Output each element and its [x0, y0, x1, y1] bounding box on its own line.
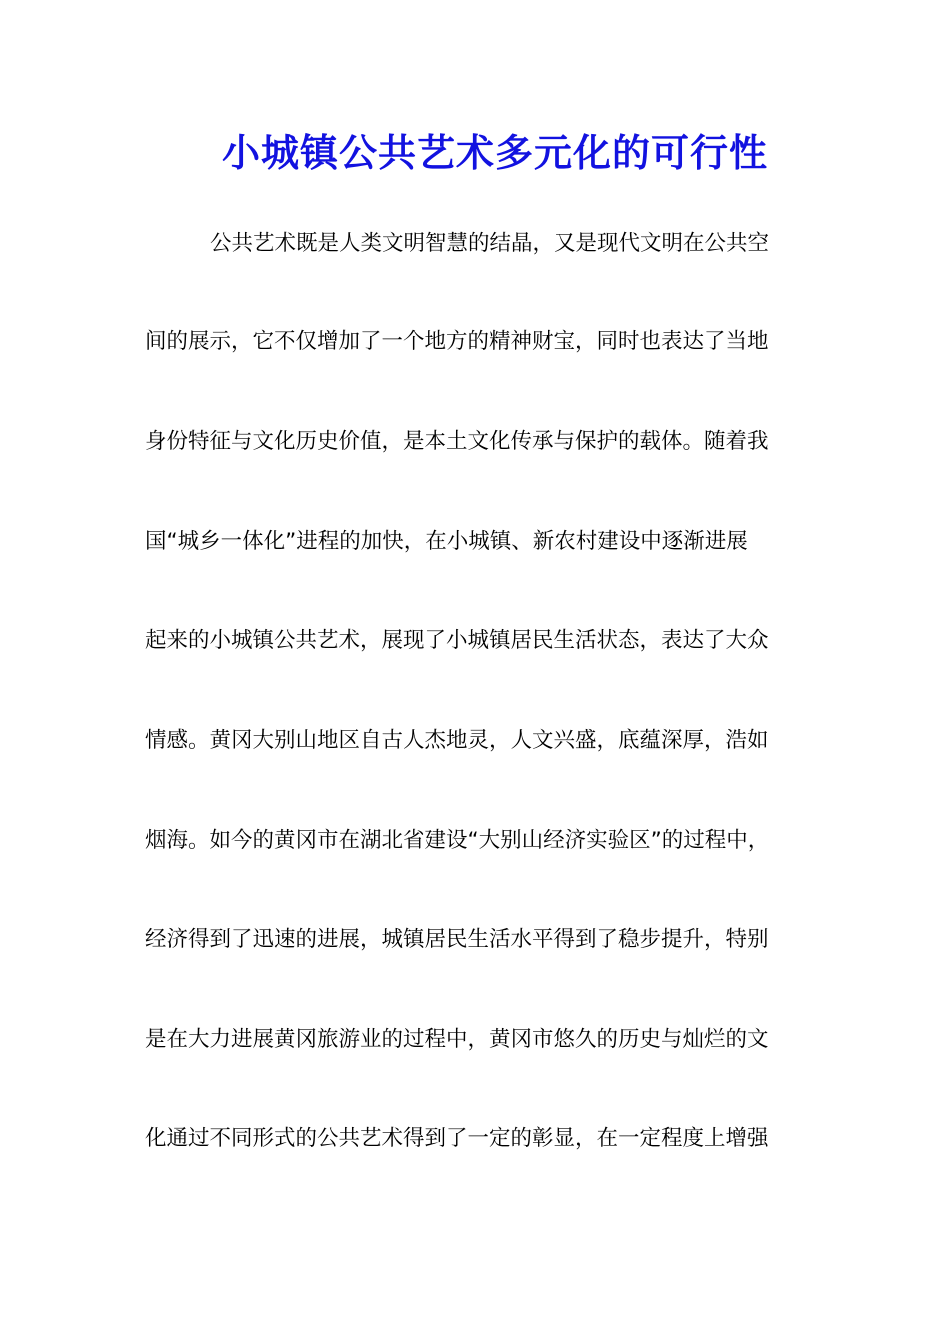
paragraph-line-6: 情感。黄冈大别山地区自古人杰地灵，人文兴盛，底蕴深厚，浩如	[145, 728, 769, 753]
paragraph-line-2: 间的展示，它不仅增加了一个地方的精神财宝，同时也表达了当地	[145, 329, 769, 354]
paragraph-line-5: 起来的小城镇公共艺术，展现了小城镇居民生活状态，表达了大众	[145, 628, 769, 653]
paragraph-line-8: 经济得到了迅速的进展，城镇居民生活水平得到了稳步提升，特别	[145, 927, 769, 952]
paragraph-line-9: 是在大力进展黄冈旅游业的过程中，黄冈市悠久的历史与灿烂的文	[145, 1027, 769, 1052]
paragraph-line-7: 烟海。如今的黄冈市在湖北省建设“大别山经济实验区”的过程中，	[145, 828, 770, 853]
paragraph-line-3: 身份特征与文化历史价值，是本土文化传承与保护的载体。随着我	[145, 429, 769, 454]
paragraph-line-4: 国“城乡一体化”进程的加快，在小城镇、新农村建设中逐渐进展	[145, 529, 748, 554]
paragraph-line-10: 化通过不同形式的公共艺术得到了一定的彰显，在一定程度上增强	[145, 1126, 769, 1151]
paragraph-line-1: 公共艺术既是人类文明智慧的结晶，又是现代文明在公共空	[210, 231, 770, 256]
document-title: 小城镇公共艺术多元化的可行性	[221, 130, 768, 175]
